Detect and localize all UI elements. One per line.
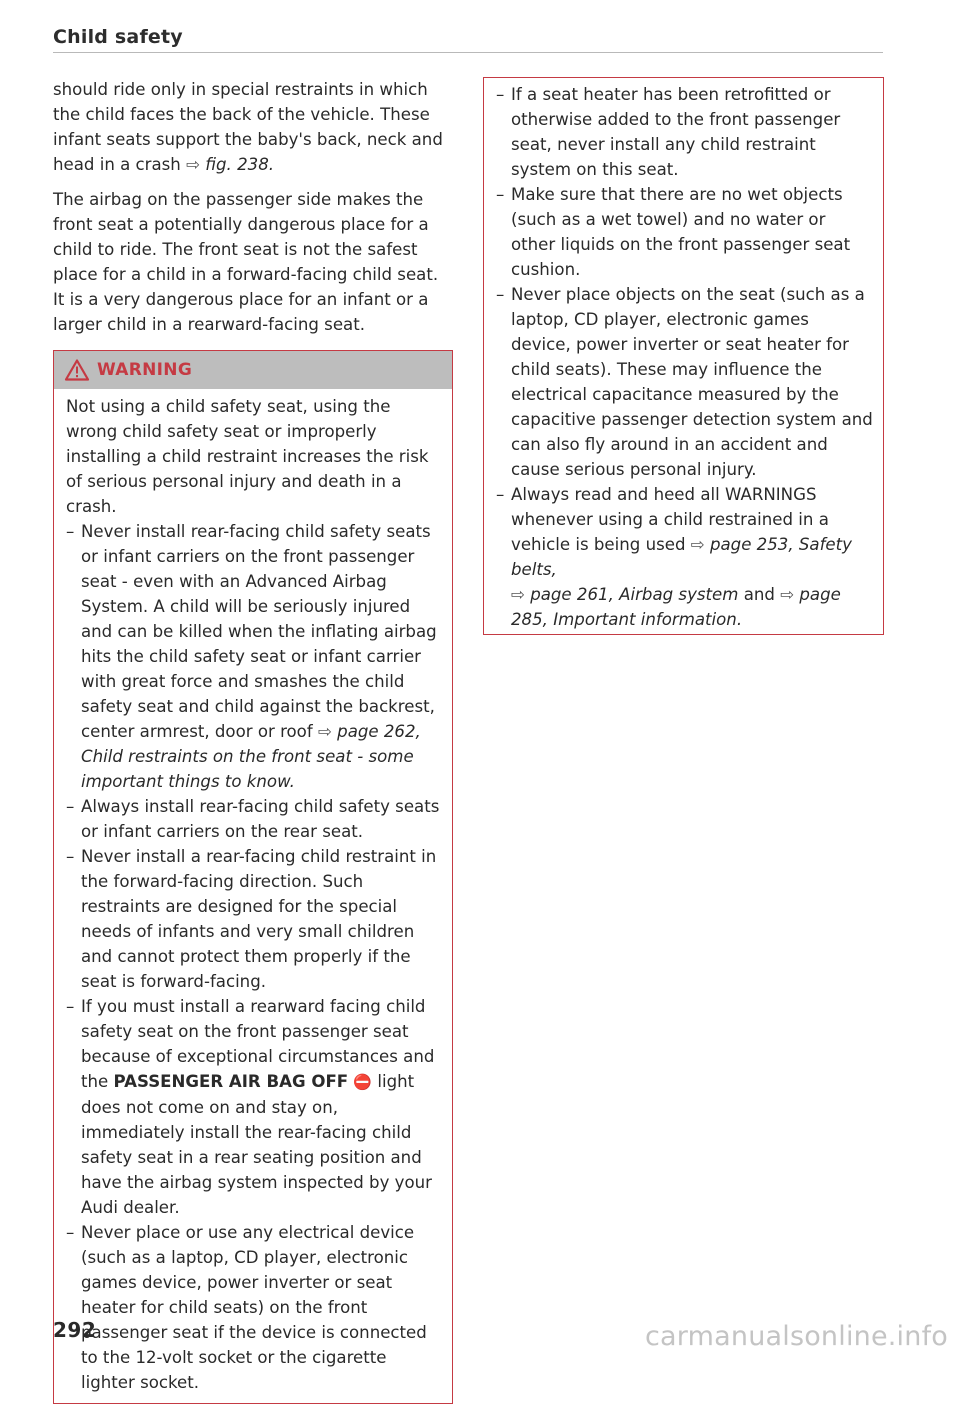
intro-paragraph-2: The airbag on the passenger side makes the front seat a potentially dangerous place for a child to ride. The front seat is not the safest place for a child in a forward-facing child seat. It is a very dangerous place for an infant or a larger child in a rearward-facing seat. [53, 190, 439, 334]
warning-box-continued [483, 77, 884, 635]
warning-triangle-icon [65, 359, 89, 381]
figure-reference-link[interactable]: fig. 238. [205, 155, 275, 174]
warning-list-continued [496, 82, 873, 632]
arrow-right-icon: ⇨ [317, 722, 332, 741]
intro-paragraph-1: should ride only in special restraints in which the child faces the back of the vehicle. These infant seats support the baby's back, neck and head in a crash ⇨ fig. 238. [53, 80, 443, 174]
list-item: – Always install rear-facing child safety seats or infant carriers on the rear seat. [66, 794, 442, 844]
page-reference-link[interactable]: page 261, Airbag system [530, 585, 739, 604]
airbag-off-icon: ⛔ [353, 1073, 373, 1091]
page-number: 292 [53, 1318, 97, 1342]
page-header [53, 26, 883, 53]
list-item: – Never place objects on the seat (such as a laptop, CD player, electronic games device, power inverter or seat heater for child seats). These may influence the electrical capacitance measured by the capacitive passenger detection system and can also fly around in an accident and cause serious personal injury. [496, 282, 873, 482]
list-item: – Never install a rear-facing child restraint in the forward-facing direction. Such restraints are designed for the special needs of infants and very small children and cannot protect them properly if the seat is forward-facing. [66, 844, 442, 994]
page-reference-link[interactable]: page 253, Safety belts, [511, 535, 852, 579]
page-reference-link[interactable]: page 285, Important information. [511, 585, 841, 629]
warning-body [54, 389, 452, 1403]
left-column [53, 77, 453, 1404]
warning-header [54, 351, 452, 389]
list-item: – Make sure that there are no wet objects (such as a wet towel) and no water or other liquids on the front passenger seat cushion. [496, 182, 873, 282]
arrow-right-icon: ⇨ [690, 535, 705, 554]
warning-title: WARNING [97, 359, 193, 380]
page-reference-link[interactable]: page 262, Child restraints on the front seat - some important things to know. [81, 722, 421, 791]
page-title: Child safety [53, 26, 183, 48]
warning-list [66, 519, 442, 1395]
list-item: – If you must install a rearward facing child safety seat on the front passenger seat because of exceptional circumstances and the PASSENGER AIR BAG OFF ⛔ light does not come on and stay on, immediately install the rear-facing child safety seat in a rear seating position and have the airbag system inspected by your Audi dealer. [66, 994, 442, 1220]
arrow-right-icon: ⇨ [780, 585, 795, 604]
warning-box [53, 350, 453, 1404]
intro-text [53, 77, 453, 337]
right-column [483, 77, 884, 635]
arrow-right-icon: ⇨ [186, 155, 201, 174]
watermark: carmanualsonline.info [645, 1321, 948, 1352]
list-item: – Always read and heed all WARNINGS whenever using a child restrained in a vehicle is being used ⇨ page 253, Safety belts, ⇨ page 261, Airbag system and ⇨ page 285, Important information. [496, 482, 873, 632]
arrow-right-icon: ⇨ [511, 585, 525, 604]
list-item: – If a seat heater has been retrofitted or otherwise added to the front passenger seat, never install any child restraint system on this seat. [496, 82, 873, 182]
warning-intro: Not using a child safety seat, using the wrong child safety seat or improperly installing a child restraint increases the risk of serious personal injury and death in a crash. [66, 397, 429, 516]
list-item: – Never install rear-facing child safety seats or infant carriers on the front passenger seat - even with an Advanced Airbag System. A child will be seriously injured and can be killed when the inflating airbag hits the child safety seat or infant carrier with great force and smashes the child safety seat and child against the backrest, center armrest, door or roof ⇨ page 262, Child restraints on the front seat - some important things to know. [66, 519, 442, 794]
list-item: – Never place or use any electrical device (such as a laptop, CD player, electronic games device, power inverter or seat heater for child seats) on the front passenger seat if the device is connected to the 12-volt socket or the cigarette lighter socket. [66, 1220, 442, 1395]
airbag-off-label: PASSENGER AIR BAG OFF [113, 1072, 349, 1091]
